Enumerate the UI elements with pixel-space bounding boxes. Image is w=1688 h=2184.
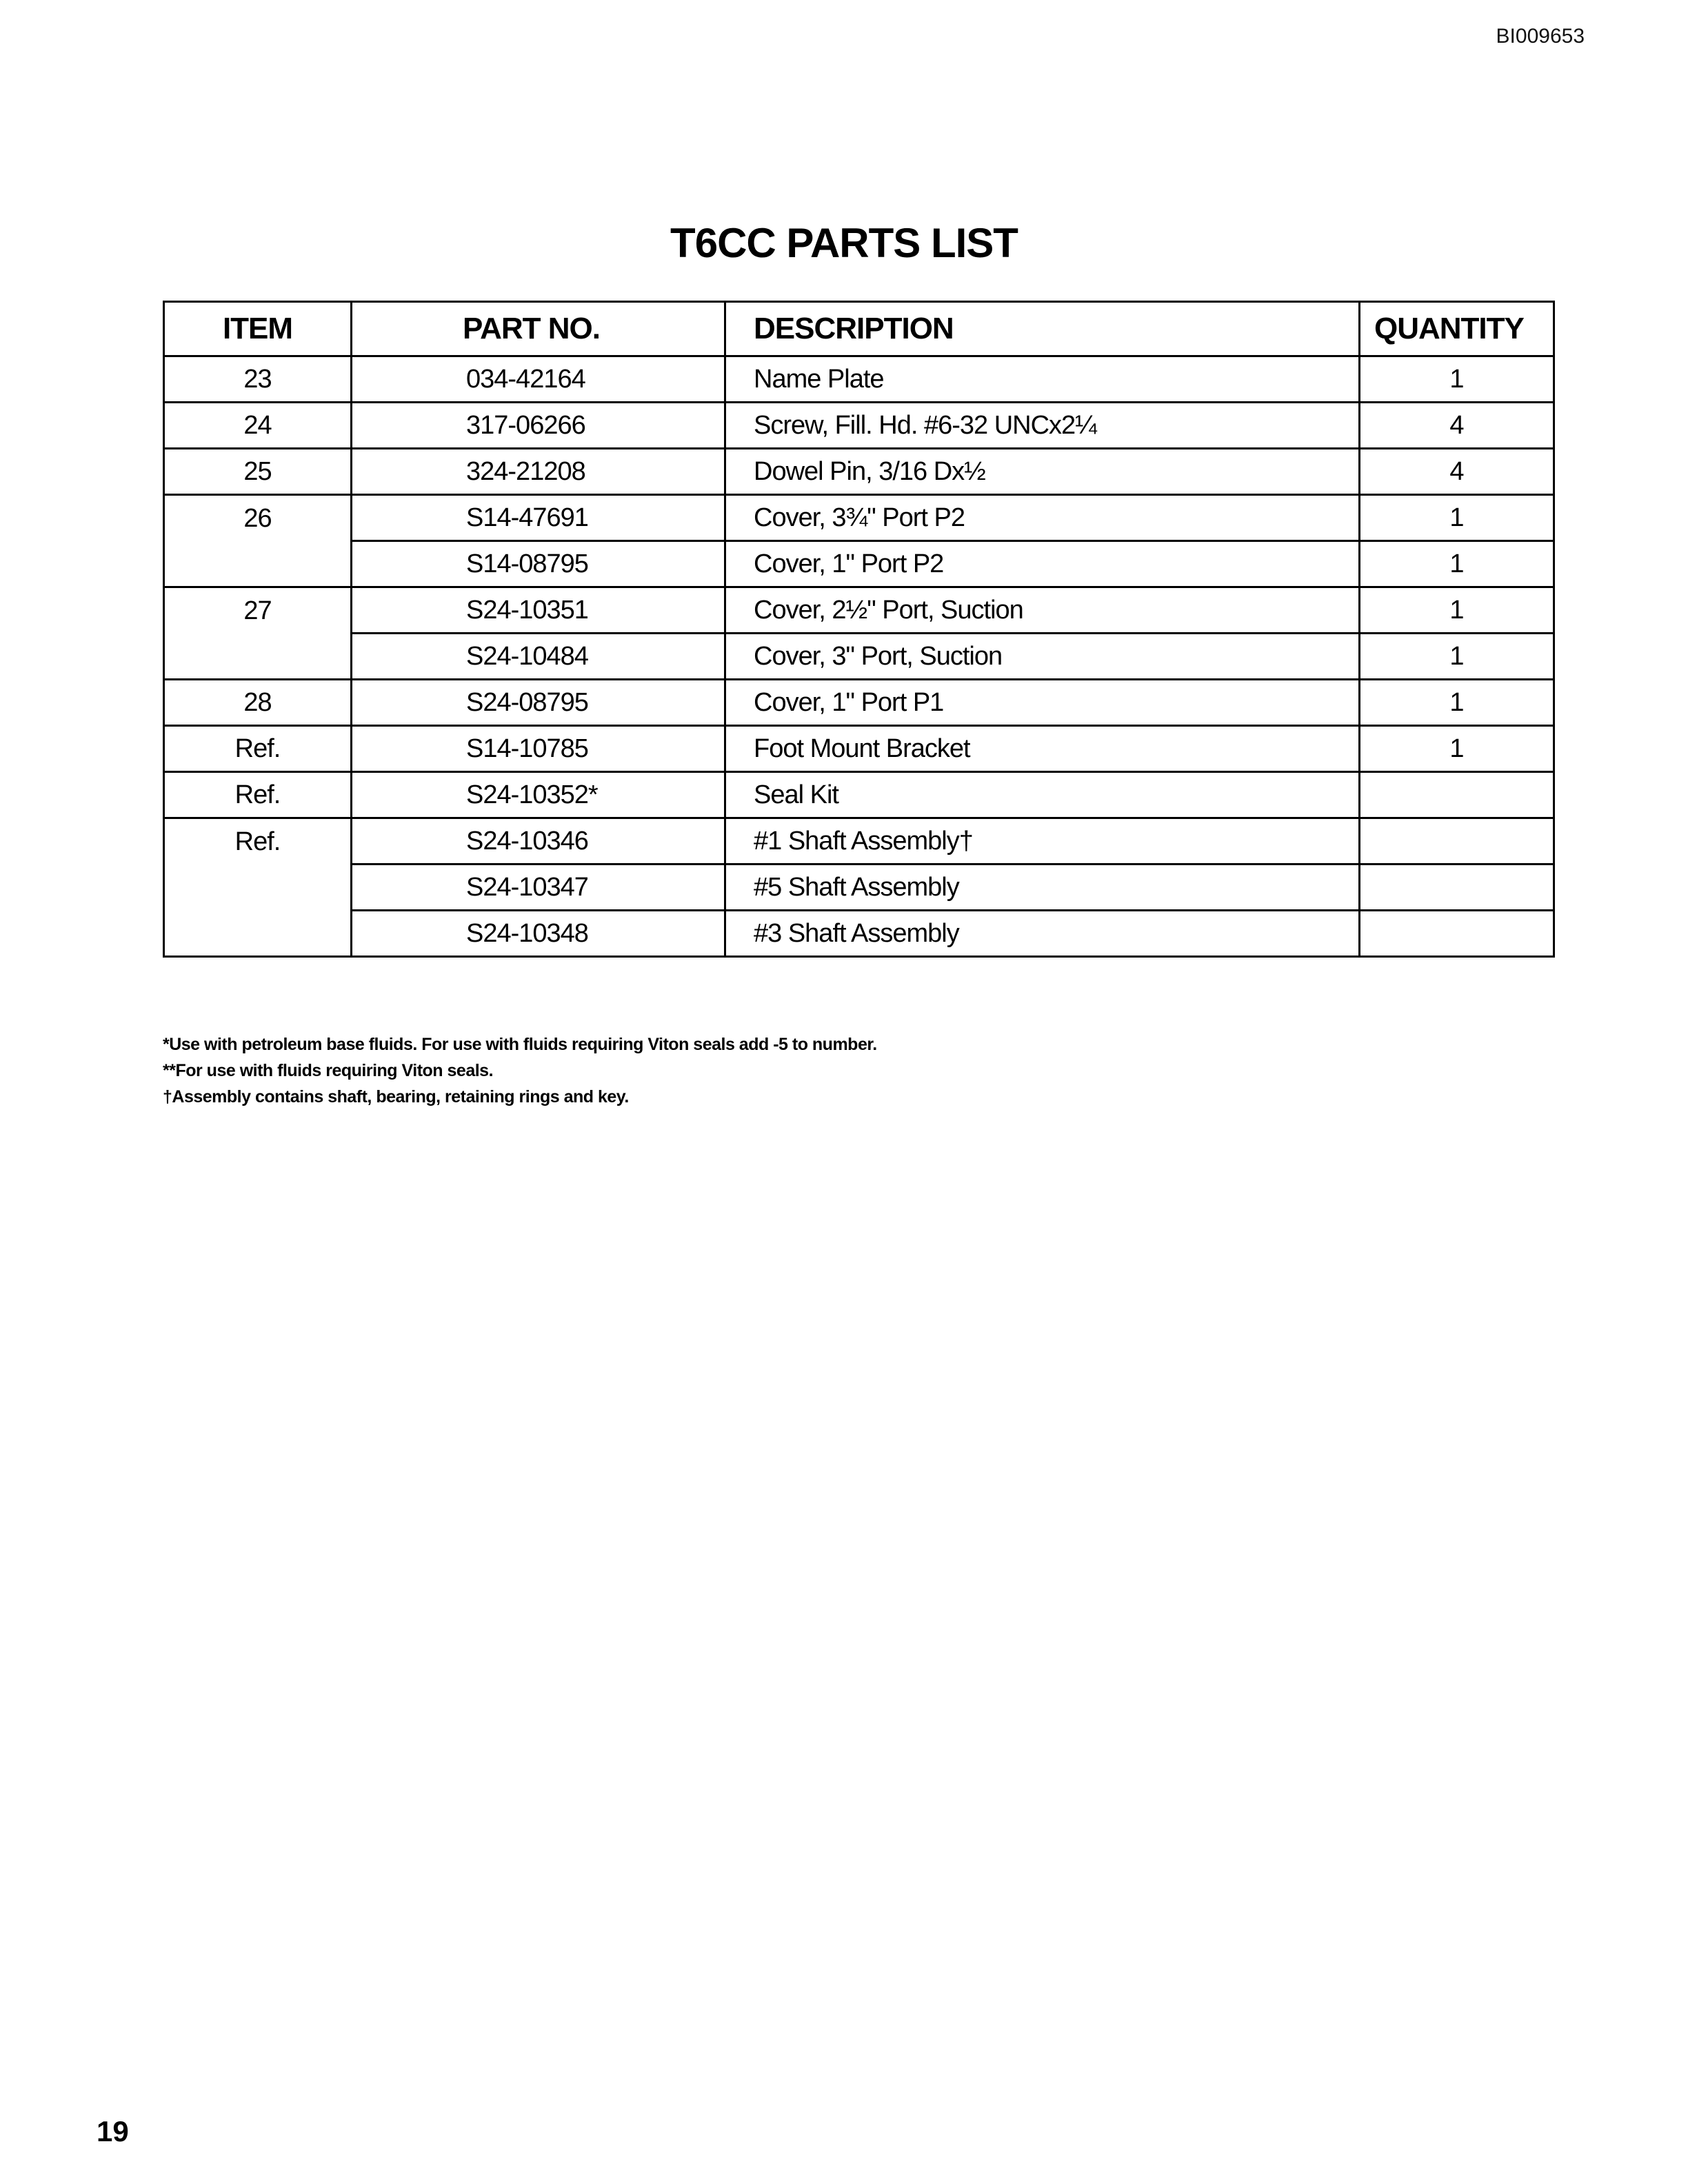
cell-part-no: S24-10348 [352,911,725,957]
cell-item: 25 [164,449,352,495]
table-row [164,403,1554,449]
cell-part-no: S14-47691 [352,495,725,541]
cell-part-no: 034-42164 [352,356,725,403]
cell-item: 24 [164,403,352,449]
cell-part-no: S24-08795 [352,680,725,726]
table-row [164,495,1554,541]
table-header-row [164,302,1554,356]
parts-table [163,301,1555,958]
cell-part-no: S14-08795 [352,541,725,587]
page-number: 19 [97,2115,129,2147]
cell-part-no: 324-21208 [352,449,725,495]
cell-part-no: 317-06266 [352,403,725,449]
cell-quantity [1360,865,1554,911]
table-row [164,680,1554,726]
cell-part-no: S14-10785 [352,726,725,772]
cell-description: Screw, Fill. Hd. #6-32 UNCx2¼ [725,403,1360,449]
cell-description: #1 Shaft Assembly† [725,818,1360,865]
cell-description: Dowel Pin, 3/16 Dx½ [725,449,1360,495]
cell-item: 26 [164,495,352,587]
cell-quantity: 1 [1360,634,1554,680]
cell-item: Ref. [164,726,352,772]
cell-part-no: S24-10351 [352,587,725,634]
cell-description: Foot Mount Bracket [725,726,1360,772]
page-title: T6CC PARTS LIST [670,220,1018,266]
cell-item: 28 [164,680,352,726]
cell-description: #3 Shaft Assembly [725,911,1360,957]
table-row [164,634,1554,680]
table-row [164,541,1554,587]
table-row [164,865,1554,911]
cell-description: Cover, 1" Port P2 [725,541,1360,587]
cell-item: Ref. [164,818,352,957]
cell-quantity [1360,772,1554,818]
cell-description: Cover, 1" Port P1 [725,680,1360,726]
cell-item: 23 [164,356,352,403]
table-row [164,587,1554,634]
footnote-viton: **For use with fluids requiring Viton seals. [163,1061,494,1080]
cell-quantity: 4 [1360,449,1554,495]
table-row [164,726,1554,772]
header-part-no: PART NO. [352,302,725,356]
header-quantity: QUANTITY [1360,302,1554,356]
footnote-assembly: †Assembly contains shaft, bearing, retaining rings and key. [163,1087,629,1106]
document-id: BI009653 [1496,25,1585,48]
cell-quantity [1360,818,1554,865]
cell-quantity: 1 [1360,356,1554,403]
table-row [164,818,1554,865]
cell-quantity: 1 [1360,726,1554,772]
cell-description: Name Plate [725,356,1360,403]
header-item: ITEM [164,302,352,356]
cell-quantity: 1 [1360,587,1554,634]
cell-part-no: S24-10347 [352,865,725,911]
cell-description: Cover, 3" Port, Suction [725,634,1360,680]
footnotes [163,1031,877,1110]
cell-quantity: 4 [1360,403,1554,449]
cell-part-no: S24-10352* [352,772,725,818]
table-row [164,449,1554,495]
cell-item: Ref. [164,772,352,818]
header-description: DESCRIPTION [725,302,1360,356]
table-row [164,356,1554,403]
table-row [164,772,1554,818]
cell-quantity: 1 [1360,541,1554,587]
cell-description: Seal Kit [725,772,1360,818]
cell-part-no: S24-10346 [352,818,725,865]
footnote-petroleum: *Use with petroleum base fluids. For use with fluids requiring Viton seals add -5 to number. [163,1035,877,1054]
table-row [164,911,1554,957]
cell-part-no: S24-10484 [352,634,725,680]
cell-quantity: 1 [1360,495,1554,541]
cell-description: Cover, 3¾" Port P2 [725,495,1360,541]
cell-quantity: 1 [1360,680,1554,726]
cell-item: 27 [164,587,352,680]
cell-quantity [1360,911,1554,957]
cell-description: #5 Shaft Assembly [725,865,1360,911]
cell-description: Cover, 2½" Port, Suction [725,587,1360,634]
